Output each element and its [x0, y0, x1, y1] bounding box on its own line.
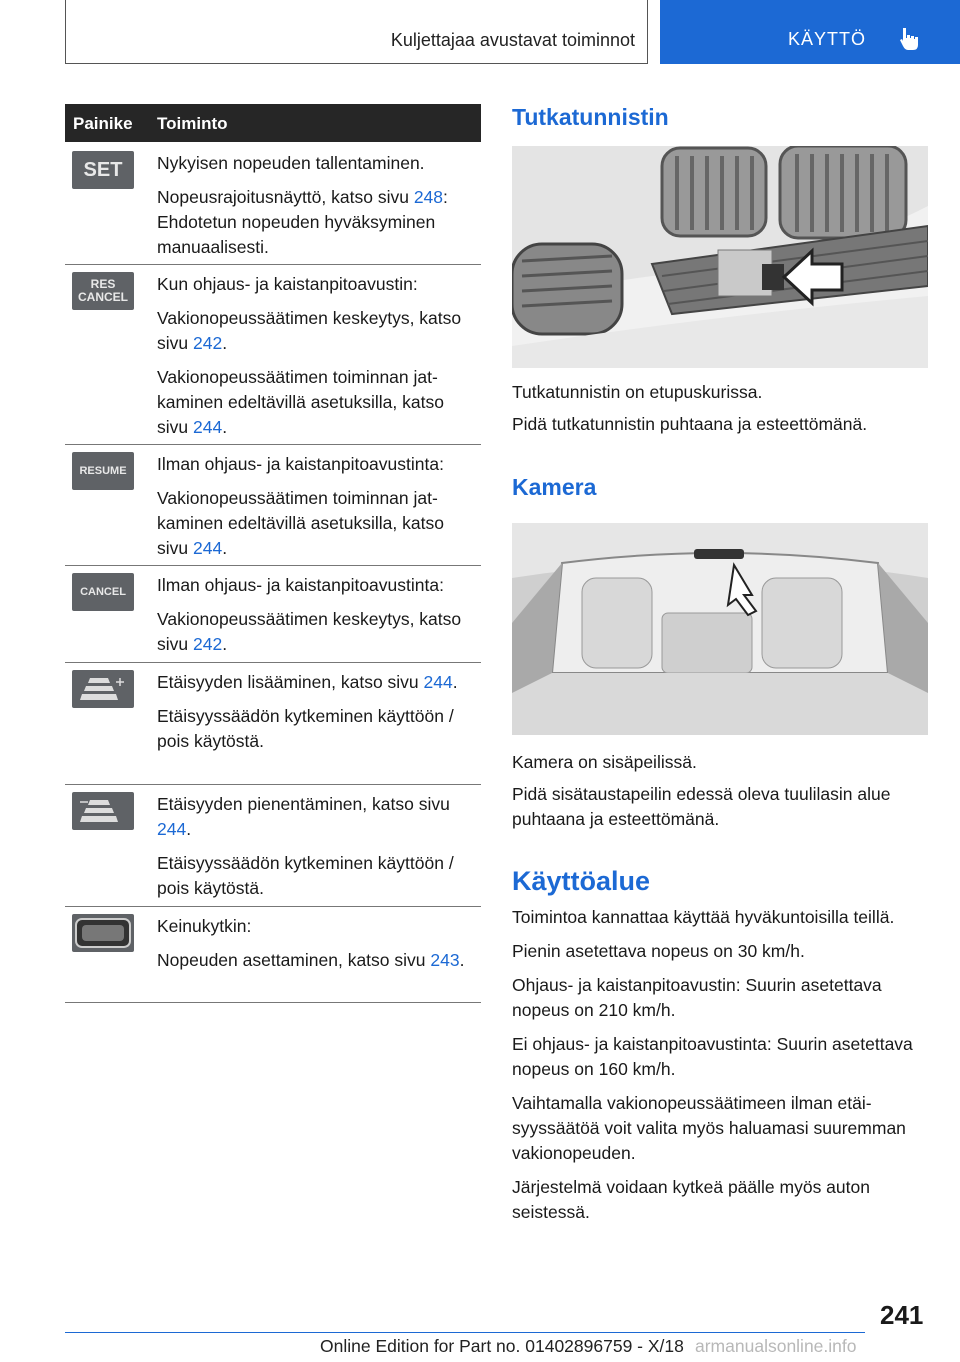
button-resume-icon: RESUME — [72, 452, 134, 490]
radar-heading: Tutkatunnistin — [512, 104, 669, 130]
distance-decrease-icon — [72, 792, 134, 830]
description-text: Nopeusrajoitusnäyttö, katso sivu — [157, 187, 414, 207]
button-cancel-icon: CANCEL — [72, 573, 134, 611]
footer-divider — [65, 1332, 865, 1333]
range-heading: Käyttöalue — [512, 866, 651, 896]
table-row — [65, 906, 481, 1003]
page-reference-link[interactable]: 244 — [192, 417, 223, 437]
description-paragraph: Ilman ohjaus- ja kaistanpitoavustinta: — [157, 575, 444, 595]
distance-increase-icon — [72, 670, 134, 708]
header-chapter-tab[interactable] — [660, 0, 960, 64]
description-paragraph — [157, 185, 477, 260]
button-set-icon: SET — [72, 151, 134, 189]
description-text: . — [222, 333, 228, 353]
radar-sensor-photo — [512, 146, 928, 368]
description-paragraph: Etäisyyssäädön kytkeminen käyttöön / pois käytöstä. — [157, 706, 454, 751]
header-chapter-title: KÄYTTÖ — [788, 29, 867, 49]
page-reference-link[interactable]: 248 — [413, 187, 444, 207]
column-header-function: Toiminto — [157, 114, 228, 133]
page-reference-link[interactable]: 243 — [430, 950, 460, 970]
description-paragraph — [157, 306, 477, 356]
description-paragraph — [157, 486, 477, 561]
header-section-title: Kuljettajaa avustavat toiminnot — [390, 30, 635, 50]
camera-heading: Kamera — [512, 474, 597, 500]
table-row — [65, 784, 481, 907]
camera-photo — [512, 523, 928, 735]
description-text: . — [459, 950, 465, 970]
range-text-6: Järjestelmä voidaan kytkeä päälle myös auton seistessä. — [512, 1177, 870, 1222]
radar-text-2: Pidä tutkatunnistin puhtaana ja esteettömänä. — [512, 414, 868, 434]
radar-text-1: Tutkatunnistin on etupuskurissa. — [512, 382, 763, 402]
description-text: Vakionopeussäätimen toiminnan jatkaminen edeltävillä asetuksilla, katso sivu — [157, 488, 444, 558]
description-text: Vakionopeussäätimen keskeytys, katso sivu — [157, 308, 462, 353]
description-paragraph: Nykyisen nopeuden tallentaminen. — [157, 153, 425, 173]
table-row — [65, 444, 481, 566]
range-text-block — [512, 905, 932, 1234]
range-text-4: Ei ohjaus- ja kaistanpitoavustinta: Suurin asetettava nopeus on 160 km/h. — [512, 1034, 913, 1079]
description-paragraph — [157, 365, 477, 440]
function-description — [157, 272, 477, 449]
description-text: Nopeuden asettaminen, katso sivu — [157, 950, 431, 970]
table-row — [65, 565, 481, 663]
description-paragraph — [157, 948, 477, 973]
table-header — [65, 104, 481, 142]
range-text-2: Pienin asetettava nopeus on 30 km/h. — [512, 941, 805, 961]
description-paragraph — [157, 792, 477, 842]
function-description — [157, 914, 477, 982]
description-text: . — [222, 538, 228, 558]
range-text-3: Ohjaus- ja kaistanpitoavustin: Suurin asetettava nopeus on 210 km/h. — [512, 975, 882, 1020]
camera-text-2: Pidä sisätaustapeilin edessä oleva tuulilasin alue puhtaana ja esteettömänä. — [512, 784, 891, 829]
description-text: Etäisyyden lisääminen, katso sivu — [157, 672, 424, 692]
description-text: . — [186, 819, 192, 839]
description-text: Etäisyyden pienentäminen, katso sivu — [157, 794, 450, 814]
button-res-cancel-icon: RES CANCEL — [72, 272, 134, 310]
page-reference-link[interactable]: 244 — [157, 819, 187, 839]
description-text: . — [452, 672, 458, 692]
function-description — [157, 792, 477, 910]
watermark: armanualsonline.info — [695, 1336, 857, 1356]
function-description — [157, 452, 477, 570]
pointing-hand-icon — [897, 26, 923, 52]
description-paragraph: Keinukytkin: — [157, 916, 252, 936]
description-text: : Ehdotetun nopeuden hyväksyminen manuaalisesti. — [157, 187, 448, 257]
table-row — [65, 662, 481, 785]
table-row — [65, 264, 481, 445]
function-description — [157, 670, 477, 763]
description-text: . — [222, 417, 228, 437]
description-paragraph: Etäisyyssäädön kytkeminen käyttöön / pois käytöstä. — [157, 853, 454, 898]
description-paragraph — [157, 670, 477, 695]
description-paragraph: Kun ohjaus- ja kaistanpitoavustin: — [157, 274, 418, 294]
function-description — [157, 573, 477, 666]
page-reference-link[interactable]: 242 — [192, 333, 223, 353]
camera-text-1: Kamera on sisäpeilissä. — [512, 752, 697, 772]
table-row — [65, 143, 481, 265]
edition-note: Online Edition for Part no. 01402896759 - X/18 — [320, 1336, 684, 1356]
range-text-1: Toimintoa kannattaa käyttää hyväkuntoisilla teillä. — [512, 907, 895, 927]
description-text: Vakionopeussäätimen toiminnan jatkaminen edeltävillä asetuksilla, katso sivu — [157, 367, 444, 437]
page-reference-link[interactable]: 244 — [423, 672, 453, 692]
description-paragraph: Ilman ohjaus- ja kaistanpitoavustinta: — [157, 454, 444, 474]
page-number: 241 — [880, 1300, 924, 1330]
column-header-button: Painike — [73, 114, 133, 133]
description-text: . — [222, 634, 228, 654]
page-reference-link[interactable]: 244 — [192, 538, 223, 558]
page-reference-link[interactable]: 242 — [192, 634, 223, 654]
rocker-switch-icon — [72, 914, 134, 952]
description-paragraph — [157, 607, 477, 657]
description-text: Vakionopeussäätimen keskeytys, katso sivu — [157, 609, 462, 654]
function-description — [157, 151, 477, 269]
range-text-5: Vaihtamalla vakionopeussäätimeen ilman etäisyyssäätöä voit valita myös haluamasi suuremman vakionopeuden. — [512, 1093, 906, 1163]
header-section-box — [65, 0, 648, 64]
